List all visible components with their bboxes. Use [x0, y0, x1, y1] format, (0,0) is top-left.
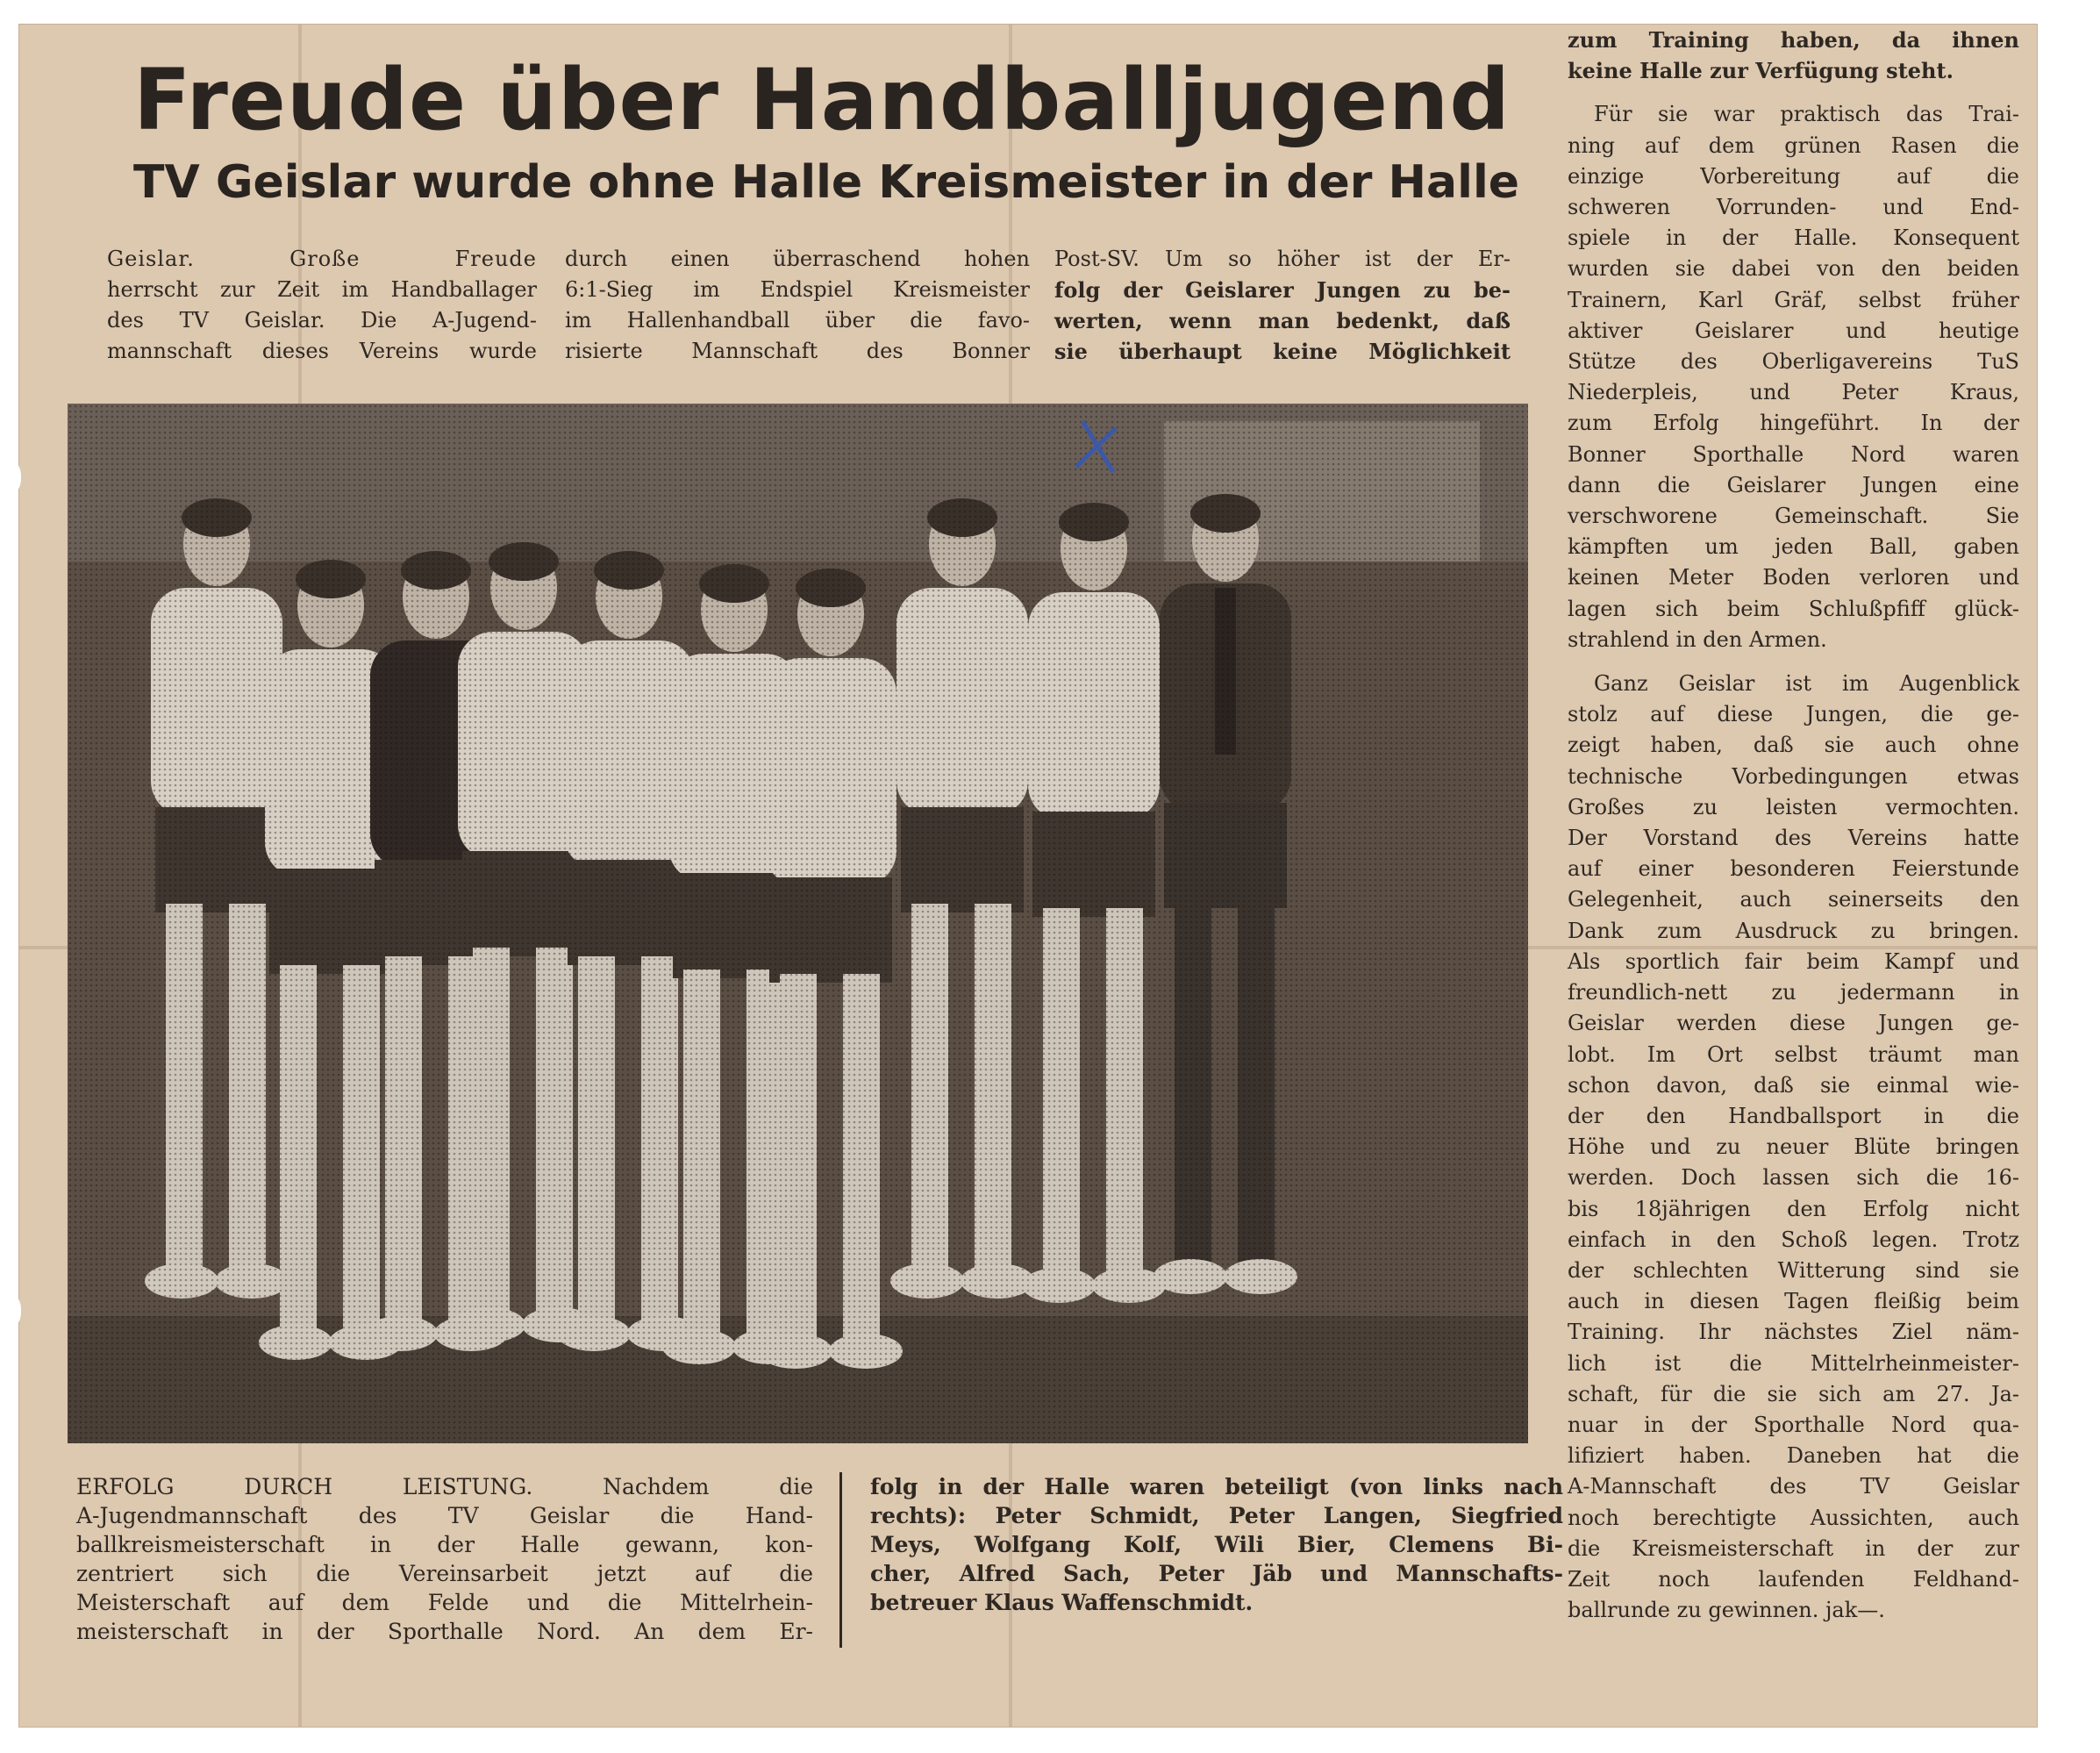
text-line: Training. Ihr nächstes Ziel näm-	[1568, 1320, 2019, 1345]
caption-line: ballkreismeisterschaft in der Halle gewann, kon-	[76, 1532, 813, 1557]
intro-column-3	[1054, 244, 1511, 367]
caption-line: meisterschaft in der Sporthalle Nord. An dem Er-	[76, 1619, 813, 1644]
subheadline: TV Geislar wurde ohne Halle Kreismeister in der Halle	[133, 156, 1520, 209]
text-line: werden. Doch lassen sich die 16-	[1568, 1165, 2019, 1191]
intro-column-2	[565, 244, 1030, 367]
text-line: technische Vorbedingungen etwas	[1568, 763, 2019, 789]
text-line: werten, wenn man bedenkt, daß	[1054, 308, 1511, 333]
text-line: zum Erfolg hingeführt. In der	[1568, 411, 2019, 436]
text-line: lobt. Im Ort selbst träumt man	[1568, 1041, 2019, 1067]
text-line: risierte Mannschaft des Bonner	[565, 339, 1030, 363]
text-line: Höhe und zu neuer Blüte bringen	[1568, 1134, 2019, 1160]
text-line: die Kreismeisterschaft in der zur	[1568, 1535, 2019, 1561]
text-line: auf einer besonderen Feierstunde	[1568, 856, 2019, 882]
text-line: bis 18jährigen den Erfolg nicht	[1568, 1196, 2019, 1221]
text-line: Trainern, Karl Gräf, selbst früher	[1568, 287, 2019, 312]
caption-divider	[839, 1472, 842, 1648]
text-line: Stütze des Oberligavereins TuS	[1568, 349, 2019, 375]
caption-left	[76, 1472, 813, 1646]
text-line: Post-SV. Um so höher ist der Er-	[1054, 247, 1511, 271]
caption-line: cher, Alfred Sach, Peter Jäb und Mannschafts-	[870, 1561, 1563, 1586]
punch-hole	[0, 1288, 21, 1334]
text-line: aktiver Geislarer und heutige	[1568, 318, 2019, 343]
headline: Freude über Handballjugend	[133, 51, 1511, 149]
team-photo	[68, 404, 1528, 1443]
text-line: herrscht zur Zeit im Handballager	[107, 277, 537, 302]
text-line: Gelegenheit, auch seinerseits den	[1568, 887, 2019, 912]
text-line: keine Halle zur Verfügung steht.	[1568, 58, 1954, 84]
text-line: wurden sie dabei von den beiden	[1568, 256, 2019, 282]
caption-line: rechts): Peter Schmidt, Peter Langen, Siegfried	[870, 1503, 1563, 1528]
text-line: der schlechten Witterung sind sie	[1568, 1257, 2019, 1283]
text-line: strahlend in den Armen.	[1568, 626, 1827, 652]
paragraph-gap	[1568, 86, 2019, 99]
newspaper-clipping	[19, 25, 2037, 1727]
text-line: zeigt haben, daß sie auch ohne	[1568, 733, 2019, 758]
text-line: im Hallenhandball über die favo-	[565, 308, 1030, 333]
caption-right	[870, 1472, 1563, 1617]
text-line: spiele in der Halle. Konsequent	[1568, 225, 2019, 251]
text-line: schaft, für die sie sich am 27. Ja-	[1568, 1381, 2019, 1406]
caption-line: folg in der Halle waren beteiligt (von links nach	[870, 1474, 1563, 1499]
text-line: folg der Geislarer Jungen zu be-	[1054, 277, 1511, 303]
text-line: schweren Vorrunden- und End-	[1568, 195, 2019, 220]
text-line: Als sportlich fair beim Kampf und	[1568, 948, 2019, 974]
text-line: lagen sich beim Schlußpfiff glück-	[1568, 596, 2019, 621]
caption-line: A-Jugendmannschaft des TV Geislar die Hand-	[76, 1503, 813, 1528]
text-line: ning auf dem grünen Rasen die	[1568, 132, 2019, 158]
text-line: dann die Geislarer Jungen eine	[1568, 472, 2019, 497]
text-line: Großes zu leisten vermochten.	[1568, 794, 2019, 819]
text-line: einzige Vorbereitung auf die	[1568, 163, 2019, 189]
team-photo-svg	[68, 404, 1528, 1443]
text-line: noch berechtigte Aussichten, auch	[1568, 1505, 2019, 1530]
text-line: 6:1-Sieg im Endspiel Kreismeister	[565, 277, 1030, 302]
text-line: lich ist die Mittelrheinmeister-	[1568, 1350, 2019, 1376]
text-line: durch einen überraschend hohen	[565, 247, 1030, 271]
right-column	[1568, 25, 2019, 1626]
text-line: einfach in den Schoß legen. Trotz	[1568, 1227, 2019, 1252]
text-line: lifiziert haben. Daneben hat die	[1568, 1443, 2019, 1469]
caption-line: ERFOLG DURCH LEISTUNG. Nachdem die	[76, 1474, 813, 1499]
text-line: des TV Geislar. Die A-Jugend-	[107, 308, 537, 333]
text-line: sie überhaupt keine Möglichkeit	[1054, 339, 1511, 364]
text-line: Zeit noch laufenden Feldhand-	[1568, 1566, 2019, 1592]
text-line: Niederpleis, und Peter Kraus,	[1568, 380, 2019, 405]
text-line: Geislar werden diese Jungen ge-	[1568, 1011, 2019, 1036]
text-line: schon davon, daß sie einmal wie-	[1568, 1072, 2019, 1098]
text-line: zum Training haben, da ihnen	[1568, 27, 2019, 53]
text-line: keinen Meter Boden verloren und	[1568, 565, 2019, 590]
text-line: auch in diesen Tagen fleißig beim	[1568, 1289, 2019, 1314]
text-line: Geislar. Große Freude	[107, 247, 537, 271]
caption-line: zentriert sich die Vereinsarbeit jetzt auf die	[76, 1561, 813, 1586]
caption-line: Meisterschaft auf dem Felde und die Mittelrhein-	[76, 1590, 813, 1615]
text-line: Der Vorstand des Vereins hatte	[1568, 826, 2019, 851]
text-line: der den Handballsport in die	[1568, 1103, 2019, 1128]
text-line: Ganz Geislar ist im Augenblick	[1594, 671, 2019, 697]
text-line: Für sie war praktisch das Trai-	[1594, 102, 2019, 127]
intro-column-1	[107, 244, 537, 367]
text-line: verschworene Gemeinschaft. Sie	[1568, 504, 2019, 529]
text-line: mannschaft dieses Vereins wurde	[107, 339, 537, 363]
punch-hole	[0, 454, 21, 500]
text-line: Bonner Sporthalle Nord waren	[1568, 441, 2019, 467]
text-line: A-Mannschaft des TV Geislar	[1568, 1474, 2019, 1499]
caption-line: betreuer Klaus Waffenschmidt.	[870, 1590, 1254, 1615]
text-line: nuar in der Sporthalle Nord qua-	[1568, 1412, 2019, 1437]
caption-line: Meys, Wolfgang Kolf, Wili Bier, Clemens Bi-	[870, 1532, 1563, 1557]
text-line: stolz auf diese Jungen, die ge-	[1568, 702, 2019, 727]
paragraph-gap	[1568, 655, 2019, 669]
text-line: Dank zum Ausdruck zu bringen.	[1568, 918, 2019, 943]
text-line: kämpften um jeden Ball, gaben	[1568, 534, 2019, 560]
text-line: freundlich-nett zu jedermann in	[1568, 980, 2019, 1005]
text-line: ballrunde zu gewinnen. jak—.	[1568, 1598, 1885, 1623]
